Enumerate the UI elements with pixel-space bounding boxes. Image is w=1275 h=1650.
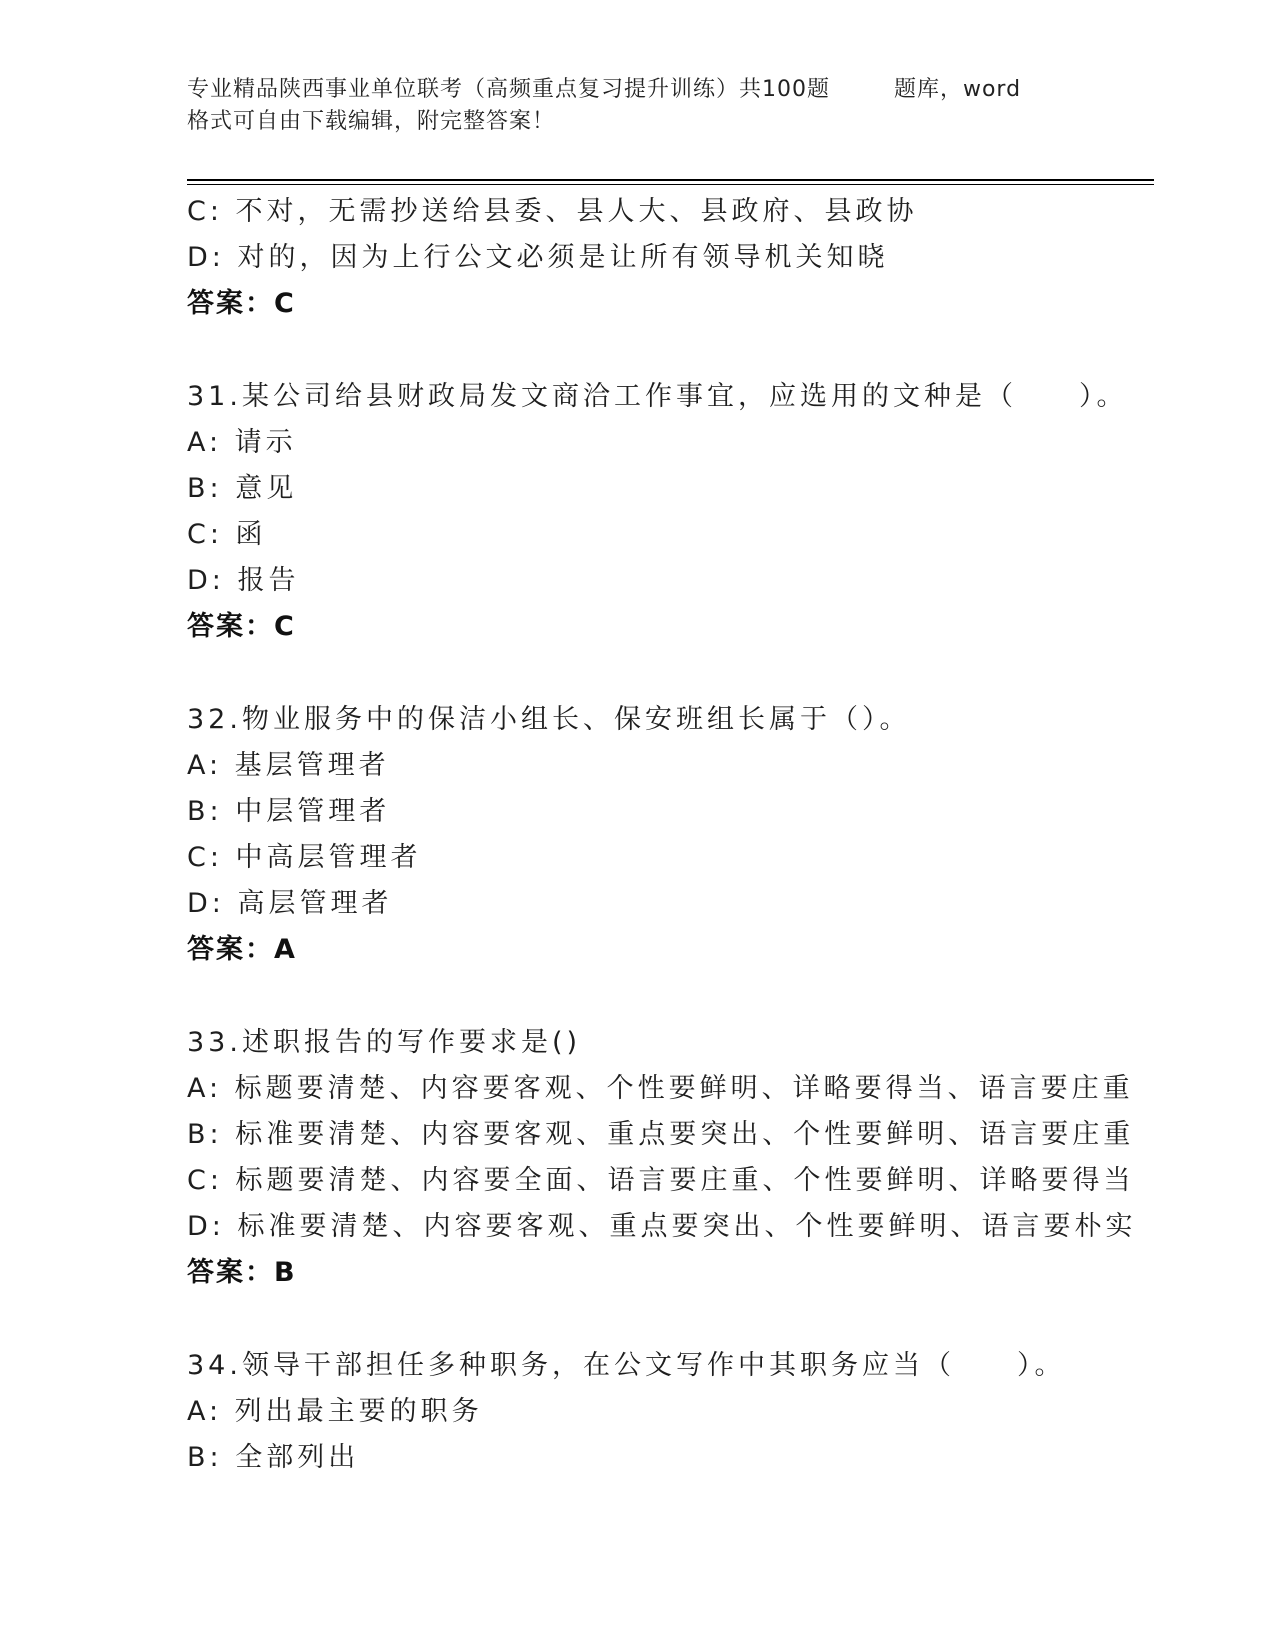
spacer [187,973,1147,1020]
header-rule-thick [187,179,1154,181]
question-stem: 31.某公司给县财政局发文商洽工作事宜，应选用的文种是（ ）。 [187,381,1128,412]
option-c: C: 不对，无需抄送给县委、县人大、县政府、县政协 [187,196,918,227]
option-a: A: 基层管理者 [187,750,390,781]
header-rule-thin [187,184,1154,185]
answer-line: 答案：C [187,611,296,642]
option-d: D: 标准要清楚、内容要客观、重点要突出、个性要鲜明、语言要朴实 [187,1211,1137,1242]
question-block-33 [187,1020,1147,1296]
option-b: B: 标准要清楚、内容要客观、重点要突出、个性要鲜明、语言要庄重 [187,1119,1135,1150]
spacer [187,650,1147,697]
option-c: C: 标题要清楚、内容要全面、语言要庄重、个性要鲜明、详略要得当 [187,1165,1135,1196]
option-d: D: 对的，因为上行公文必须是让所有领导机关知晓 [187,242,889,273]
option-a: A: 标题要清楚、内容要客观、个性要鲜明、详略要得当、语言要庄重 [187,1073,1134,1104]
header-title-text: 专业精品陕西事业单位联考（高频重点复习提升训练）共100题 [187,77,830,102]
question-content [187,189,1147,1481]
question-block-32 [187,697,1147,973]
question-block-34 [187,1343,1147,1481]
question-stem: 34.领导干部担任多种职务，在公文写作中其职务应当（ ）。 [187,1350,1066,1381]
option-b: B: 意见 [187,473,298,504]
option-a: A: 列出最主要的职务 [187,1396,483,1427]
option-d: D: 报告 [187,565,300,596]
question-block-continuation [187,189,1147,327]
option-b: B: 中层管理者 [187,796,391,827]
header-line-1 [187,74,1087,106]
answer-line: 答案：A [187,934,297,965]
header-format-text: 题库，word [893,77,1022,102]
answer-line: 答案：B [187,1257,297,1288]
question-stem: 32.物业服务中的保洁小组长、保安班组长属于（）。 [187,704,911,735]
option-c: C: 函 [187,519,267,550]
spacer [187,1296,1147,1343]
answer-line: 答案：C [187,288,296,319]
header-line-2: 格式可自由下载编辑，附完整答案！ [187,109,556,134]
spacer [187,327,1147,374]
option-b: B: 全部列出 [187,1442,360,1473]
question-block-31 [187,374,1147,650]
option-a: A: 请示 [187,427,297,458]
document-header [187,74,1087,138]
option-d: D: 高层管理者 [187,888,393,919]
option-c: C: 中高层管理者 [187,842,422,873]
question-stem: 33.述职报告的写作要求是() [187,1027,582,1058]
